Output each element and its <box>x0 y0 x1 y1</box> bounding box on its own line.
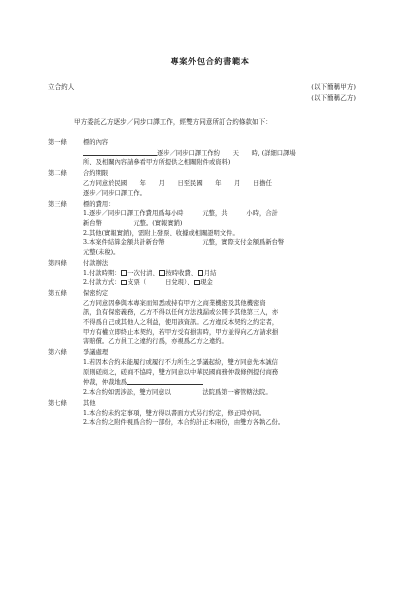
section-line <box>83 308 368 318</box>
blank-fill-line <box>83 148 157 156</box>
section-line <box>83 368 368 378</box>
blank-fill-line <box>127 377 203 385</box>
line-text: 乙方同意因參與本專案而知悉或持有甲方之商業機密及其他機密資 <box>83 299 266 307</box>
line-text: 原則磋商之，磋商不協時，雙方同意以中華民國商務仲裁條例提付商務 <box>83 368 279 376</box>
section-label: 第四條 <box>48 259 67 267</box>
section-1 <box>48 138 368 168</box>
section-label: 第五條 <box>48 290 67 298</box>
section-body <box>83 138 368 168</box>
section-5 <box>48 289 368 347</box>
line-text: 1.付款時期： <box>83 269 121 277</box>
section-line <box>83 299 368 309</box>
section-line <box>83 358 368 368</box>
line-text: 1.本合約未約定事項，雙方得以書面方式另行約定，修正時亦同。 <box>83 409 266 417</box>
party-a-line <box>48 81 356 90</box>
checkbox-label: 現金 <box>200 279 213 287</box>
section-label: 第二條 <box>48 170 67 178</box>
checkbox-label: 一次付清、 <box>127 269 159 277</box>
section-line <box>83 189 368 199</box>
section-title: 保密約定 <box>83 290 109 298</box>
checkbox[interactable] <box>194 280 200 286</box>
section-3 <box>48 200 368 258</box>
line-text: 所、及相關內容請參看甲方所提供之相關附件或資料) <box>83 159 231 167</box>
section-line <box>83 418 368 428</box>
line-text: 1.逐步／同步口譯工作費用爲每小時 元整，共 小時，合計 <box>83 210 278 218</box>
section-line <box>83 238 368 248</box>
checkbox[interactable] <box>198 270 204 276</box>
section-line <box>83 337 368 347</box>
line-text: 元整(未稅)。 <box>83 248 120 256</box>
intro-paragraph: 甲方委託乙方逐步／同步口譯工作，經雙方同意所訂合約條款如下： <box>74 118 272 126</box>
section-6 <box>48 348 368 397</box>
section-line <box>83 229 368 239</box>
section-label: 第六條 <box>48 349 67 357</box>
section-line <box>83 409 368 419</box>
checkbox-label: 支票（ 日兌現）、 <box>127 279 194 287</box>
section-label: 第一條 <box>48 139 67 146</box>
section-body <box>83 289 368 347</box>
checkbox-label: 月結 <box>203 269 217 277</box>
document-title: 專案外包合約書範本 <box>170 56 250 66</box>
section-title: 爭議處理 <box>83 349 109 357</box>
line-text: 甲方有權立即終止本契約，若甲方受有損害時，甲方並得向乙方請求損 <box>83 328 279 336</box>
section-line <box>83 278 368 288</box>
section-body <box>83 169 368 198</box>
section-title: 付款辦法 <box>83 259 109 267</box>
section-body <box>83 259 368 288</box>
line-text: 不得爲自己或其他人之利益，使用該資訊。乙方違反本契約之約定者， <box>83 319 279 327</box>
line-text: 害賠償。乙方員工之違約行爲，亦視爲乙方之違約。 <box>83 338 228 346</box>
line-text: 2.付款方式： <box>83 279 121 287</box>
section-line <box>83 318 368 328</box>
section-title: 標的內容 <box>83 139 109 146</box>
line-text: 訊，負有保密義務，乙方不得以任何方法洩漏或公開予其他第三人，亦 <box>83 309 279 317</box>
section-label: 第三條 <box>48 200 67 208</box>
section-7 <box>48 399 368 428</box>
section-body <box>83 200 368 258</box>
line-text: 新台幣 元整。(實報實銷) <box>83 219 183 227</box>
section-line <box>83 377 368 388</box>
section-body <box>83 348 368 397</box>
party-b-nickname: (以下簡稱乙方) <box>311 94 356 102</box>
checkbox[interactable] <box>121 270 127 276</box>
section-line <box>83 209 368 219</box>
line-text: 2.本合約之附件視爲合約一部份，本合約計正本兩份，由雙方各執乙份。 <box>83 419 285 427</box>
checkbox[interactable] <box>159 270 165 276</box>
line-text: 逐步／同步口譯工作。 <box>83 189 146 197</box>
section-label: 第七條 <box>48 400 67 407</box>
line-text: 2.其他(實報實銷)，需附上發票、收據或相關證明文件。 <box>83 229 239 237</box>
section-line <box>83 248 368 258</box>
section-title: 合約期限 <box>83 170 109 178</box>
party-label: 立合約人 <box>48 83 75 91</box>
line-text: 仲裁，仲裁地爲 <box>83 379 128 387</box>
party-a-nickname: (以下簡稱甲方) <box>311 83 356 91</box>
line-text: 2.本合約如需涉訟，雙方同意以 法院爲第一審管轄法院。 <box>83 388 272 396</box>
section-line <box>83 158 368 168</box>
section-line <box>83 269 368 279</box>
section-line <box>83 328 368 338</box>
line-text: 1.若因本合約未能履行或履行不力所生之爭議起紛，雙方同意先本誠信 <box>83 359 278 367</box>
section-line <box>83 388 368 398</box>
party-b-line <box>48 92 356 101</box>
section-title: 標的費用： <box>83 200 115 208</box>
section-line <box>83 219 368 229</box>
contract-sections <box>48 138 368 429</box>
section-2 <box>48 169 368 198</box>
checkbox-label: 按時收費、 <box>165 269 198 277</box>
section-title: 其他 <box>83 400 96 407</box>
line-text: 乙方同意於民國 年 月 日至民國 年 月 日擔任 <box>83 179 272 187</box>
section-body <box>83 399 368 428</box>
section-line <box>83 148 368 159</box>
line-text: 3.本案件結算金額共計新台幣 元整，實際支付金額爲新台幣 <box>83 239 285 247</box>
section-4 <box>48 259 368 288</box>
checkbox[interactable] <box>121 280 127 286</box>
section-line <box>83 179 368 189</box>
line-text: 逐步／同步口譯工作約 天 時, (詳細口譯場 <box>157 149 296 157</box>
